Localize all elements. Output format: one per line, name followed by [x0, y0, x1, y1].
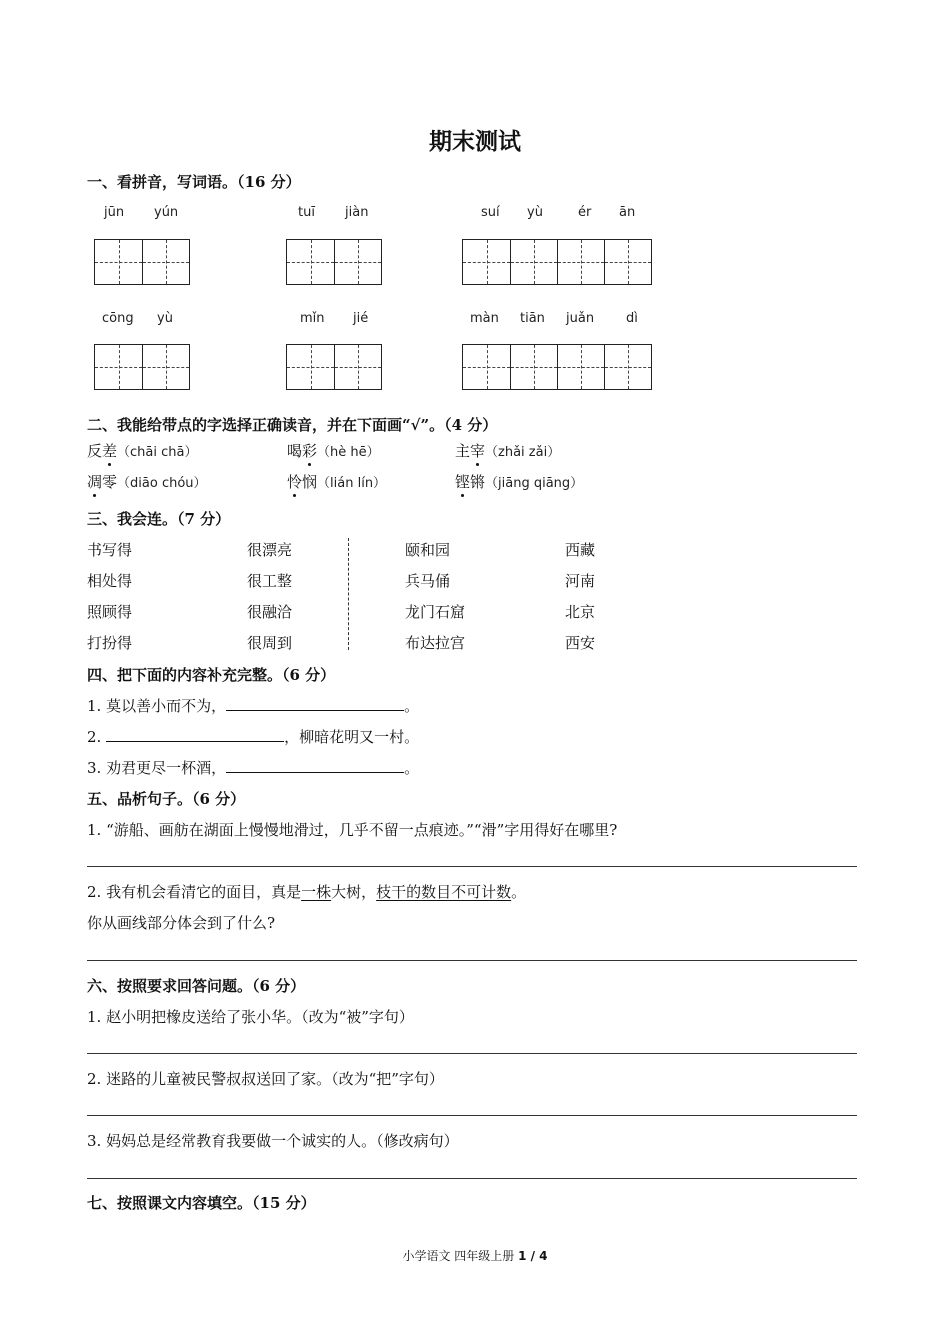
answer-line[interactable]: [87, 960, 857, 961]
section-3-heading: 三、我会连。（7 分）: [87, 510, 231, 528]
answer-blank[interactable]: [106, 727, 284, 742]
pinyin: suí: [481, 205, 500, 220]
answer-line[interactable]: [87, 866, 857, 867]
question: 你从画线部分体会到了什么?: [87, 914, 276, 932]
pinyin: tiān: [520, 311, 545, 326]
pinyin: jié: [353, 311, 369, 326]
answer-line[interactable]: [87, 1115, 857, 1116]
answer-blank[interactable]: [226, 696, 404, 711]
match-item[interactable]: 很周到: [247, 634, 293, 652]
reading-item: 反差（chāi chā）: [87, 442, 198, 460]
pinyin: jūn: [104, 205, 125, 220]
question: 1. 赵小明把橡皮送给了张小华。（改为“被”字句）: [87, 1008, 414, 1026]
pinyin: ér: [578, 205, 592, 220]
answer-line[interactable]: [87, 1178, 857, 1179]
question: 2. 迷路的儿童被民警叔叔送回了家。（改为“把”字句）: [87, 1070, 444, 1088]
match-item[interactable]: 打扮得: [87, 634, 133, 652]
pinyin: juǎn: [566, 311, 595, 326]
page-number: 1 / 4: [518, 1249, 548, 1263]
question: 3. 妈妈总是经常教育我要做一个诚实的人。（修改病句）: [87, 1132, 459, 1150]
reading-item: 凋零（diāo chóu）: [87, 473, 207, 491]
match-item[interactable]: 相处得: [87, 572, 133, 590]
writing-grid[interactable]: [462, 239, 652, 285]
fill-line: 1. 莫以善小而不为， 。: [87, 697, 420, 715]
reading-item: 铿锵（jiāng qiāng）: [455, 473, 584, 491]
writing-grid[interactable]: [286, 344, 382, 390]
answer-line[interactable]: [87, 1053, 857, 1054]
answer-blank[interactable]: [226, 758, 404, 773]
match-item[interactable]: 北京: [565, 603, 596, 621]
pinyin: dì: [626, 311, 638, 326]
match-item[interactable]: 很融洽: [247, 603, 293, 621]
pinyin: mǐn: [300, 311, 325, 326]
reading-item: 喝彩（hè hē）: [287, 442, 380, 460]
match-item[interactable]: 很工整: [247, 572, 293, 590]
section-5-heading: 五、品析句子。（6 分）: [87, 790, 246, 808]
page-title: 期末测试: [429, 128, 521, 155]
match-item[interactable]: 书写得: [87, 541, 133, 559]
writing-grid[interactable]: [462, 344, 652, 390]
pinyin: jiàn: [345, 205, 369, 220]
match-item[interactable]: 照顾得: [87, 603, 133, 621]
section-7-heading: 七、按照课文内容填空。（15 分）: [87, 1194, 316, 1212]
reading-item: 主宰（zhǎi zǎi）: [455, 442, 561, 460]
pinyin: yù: [157, 311, 173, 326]
match-item[interactable]: 龙门石窟: [405, 603, 466, 621]
match-item[interactable]: 西藏: [565, 541, 596, 559]
match-item[interactable]: 西安: [565, 634, 596, 652]
match-item[interactable]: 颐和园: [405, 541, 451, 559]
pinyin: màn: [470, 311, 499, 326]
section-2-heading: 二、我能给带点的字选择正确读音，并在下面画“√”。（4 分）: [87, 416, 498, 434]
question: 2. 我有机会看清它的面目，真是一株大树，枝干的数目不可计数。: [87, 883, 527, 901]
fill-line: 3. 劝君更尽一杯酒， 。: [87, 759, 420, 777]
pinyin: ān: [619, 205, 636, 220]
pinyin: yún: [154, 205, 179, 220]
writing-grid[interactable]: [286, 239, 382, 285]
pinyin: cōng: [102, 311, 134, 326]
match-item[interactable]: 布达拉宫: [405, 634, 466, 652]
pinyin: tuī: [298, 205, 315, 220]
writing-grid[interactable]: [94, 239, 190, 285]
page-footer: 小学语文 四年级上册 1 / 4: [402, 1249, 548, 1263]
divider: [348, 538, 349, 650]
section-1-heading: 一、看拼音，写词语。（16 分）: [87, 173, 301, 191]
reading-item: 怜悯（lián lín）: [287, 473, 387, 491]
writing-grid[interactable]: [94, 344, 190, 390]
match-item[interactable]: 很漂亮: [247, 541, 293, 559]
section-6-heading: 六、按照要求回答问题。（6 分）: [87, 977, 306, 995]
match-item[interactable]: 河南: [565, 572, 596, 590]
question: 1. “游船、画舫在湖面上慢慢地滑过，几乎不留一点痕迹。”“滑”字用得好在哪里?: [87, 821, 618, 839]
pinyin: yù: [527, 205, 543, 220]
match-item[interactable]: 兵马俑: [405, 572, 451, 590]
fill-line: 2. ，柳暗花明又一村。: [87, 728, 420, 746]
section-4-heading: 四、把下面的内容补充完整。（6 分）: [87, 666, 336, 684]
